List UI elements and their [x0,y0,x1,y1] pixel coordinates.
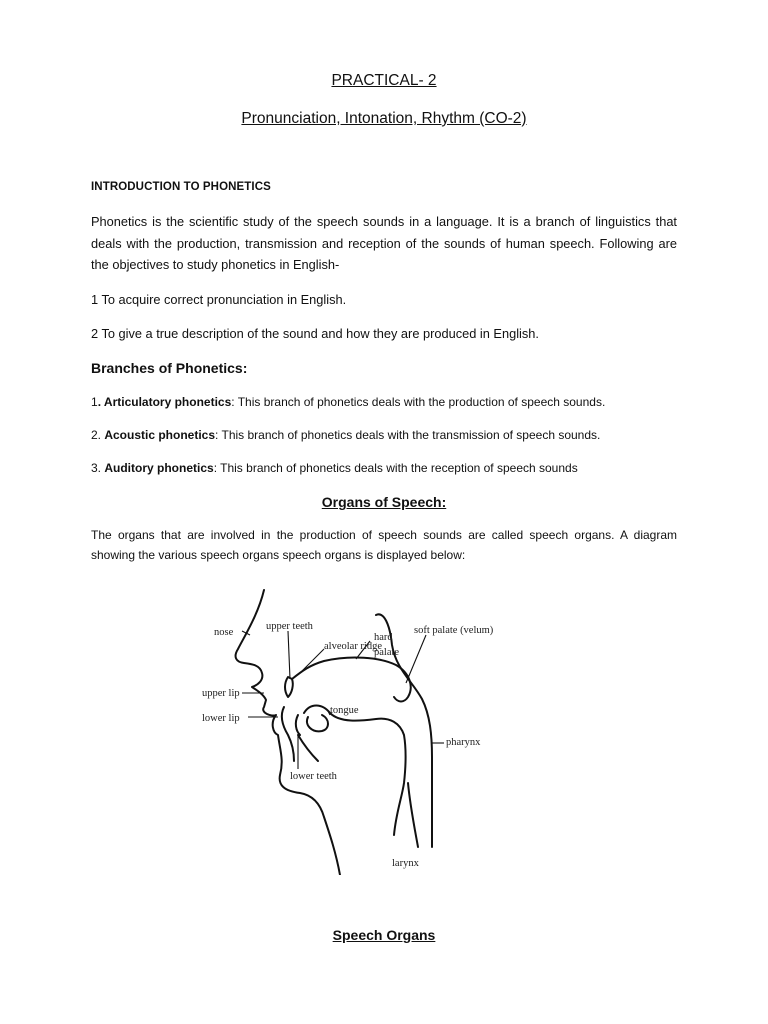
diagram-caption: Speech Organs [332,927,436,943]
palate-line [292,658,411,702]
branch-term: . Articulatory phonetics [97,395,232,409]
label-nose: nose [214,627,234,638]
label-tongue: tongue [330,705,359,716]
objective-2: 2 To give a true description of the sound and how they are produced in English. [91,326,539,341]
branch-item-auditory [91,461,578,475]
label-pharynx: pharynx [446,737,481,748]
organs-heading: Organs of Speech: [321,494,447,510]
organs-paragraph: The organs that are involved in the production of speech sounds are called speech organs. A diagram showing the various speech organs speech organs is displayed below: [91,528,677,562]
branch-number: 3. [91,461,105,475]
larynx-curve [408,783,418,847]
label-hard-palate-2: palate [374,647,400,658]
branch-item-articulatory [91,395,605,409]
label-larynx: larynx [392,858,419,869]
pointer-soft-palate [406,635,426,683]
branch-number: 2. [91,428,105,442]
document-title: PRACTICAL- 2 [331,72,437,89]
pointer-upper-teeth [288,631,290,679]
branch-description: : This branch of phonetics deals with the production of speech sounds. [231,395,606,409]
label-upper-teeth: upper teeth [266,621,313,632]
branch-term: Auditory phonetics [104,461,214,475]
branch-term: Acoustic phonetics [104,428,216,442]
pointer-alveolar-ridge [302,649,324,671]
label-soft-palate: soft palate (velum) [414,625,494,636]
intro-paragraph: Phonetics is the scientific study of the speech sounds in a language. It is a branch of linguistics that deals with the production, transmission and reception of the sounds of human speech. Following are the objectives to study phonetics in English- [91,214,677,272]
label-hard-palate-1: hard [374,632,393,643]
label-alveolar-ridge: alveolar ridge [324,641,383,652]
branch-item-acoustic [91,428,600,442]
branches-heading: Branches of Phonetics: [91,360,248,376]
speech-organs-diagram [200,585,520,875]
label-lower-teeth: lower teeth [290,771,337,782]
intro-heading: INTRODUCTION TO PHONETICS [91,181,271,193]
tongue-tip [307,715,328,731]
label-upper-lip: upper lip [202,688,240,699]
document-subtitle: Pronunciation, Intonation, Rhythm (CO-2) [241,110,527,127]
branch-description: : This branch of phonetics deals with the transmission of speech sounds. [215,428,601,442]
lower-teeth-shape [282,707,294,761]
branch-description: : This branch of phonetics deals with the reception of speech sounds [213,461,578,475]
branch-number: 1 [91,395,98,409]
label-lower-lip: lower lip [202,713,240,724]
jaw-inner [298,735,318,761]
lower-teeth-inner [296,715,300,735]
upper-teeth-shape [285,677,293,697]
objective-1: 1 To acquire correct pronunciation in English. [91,292,347,307]
